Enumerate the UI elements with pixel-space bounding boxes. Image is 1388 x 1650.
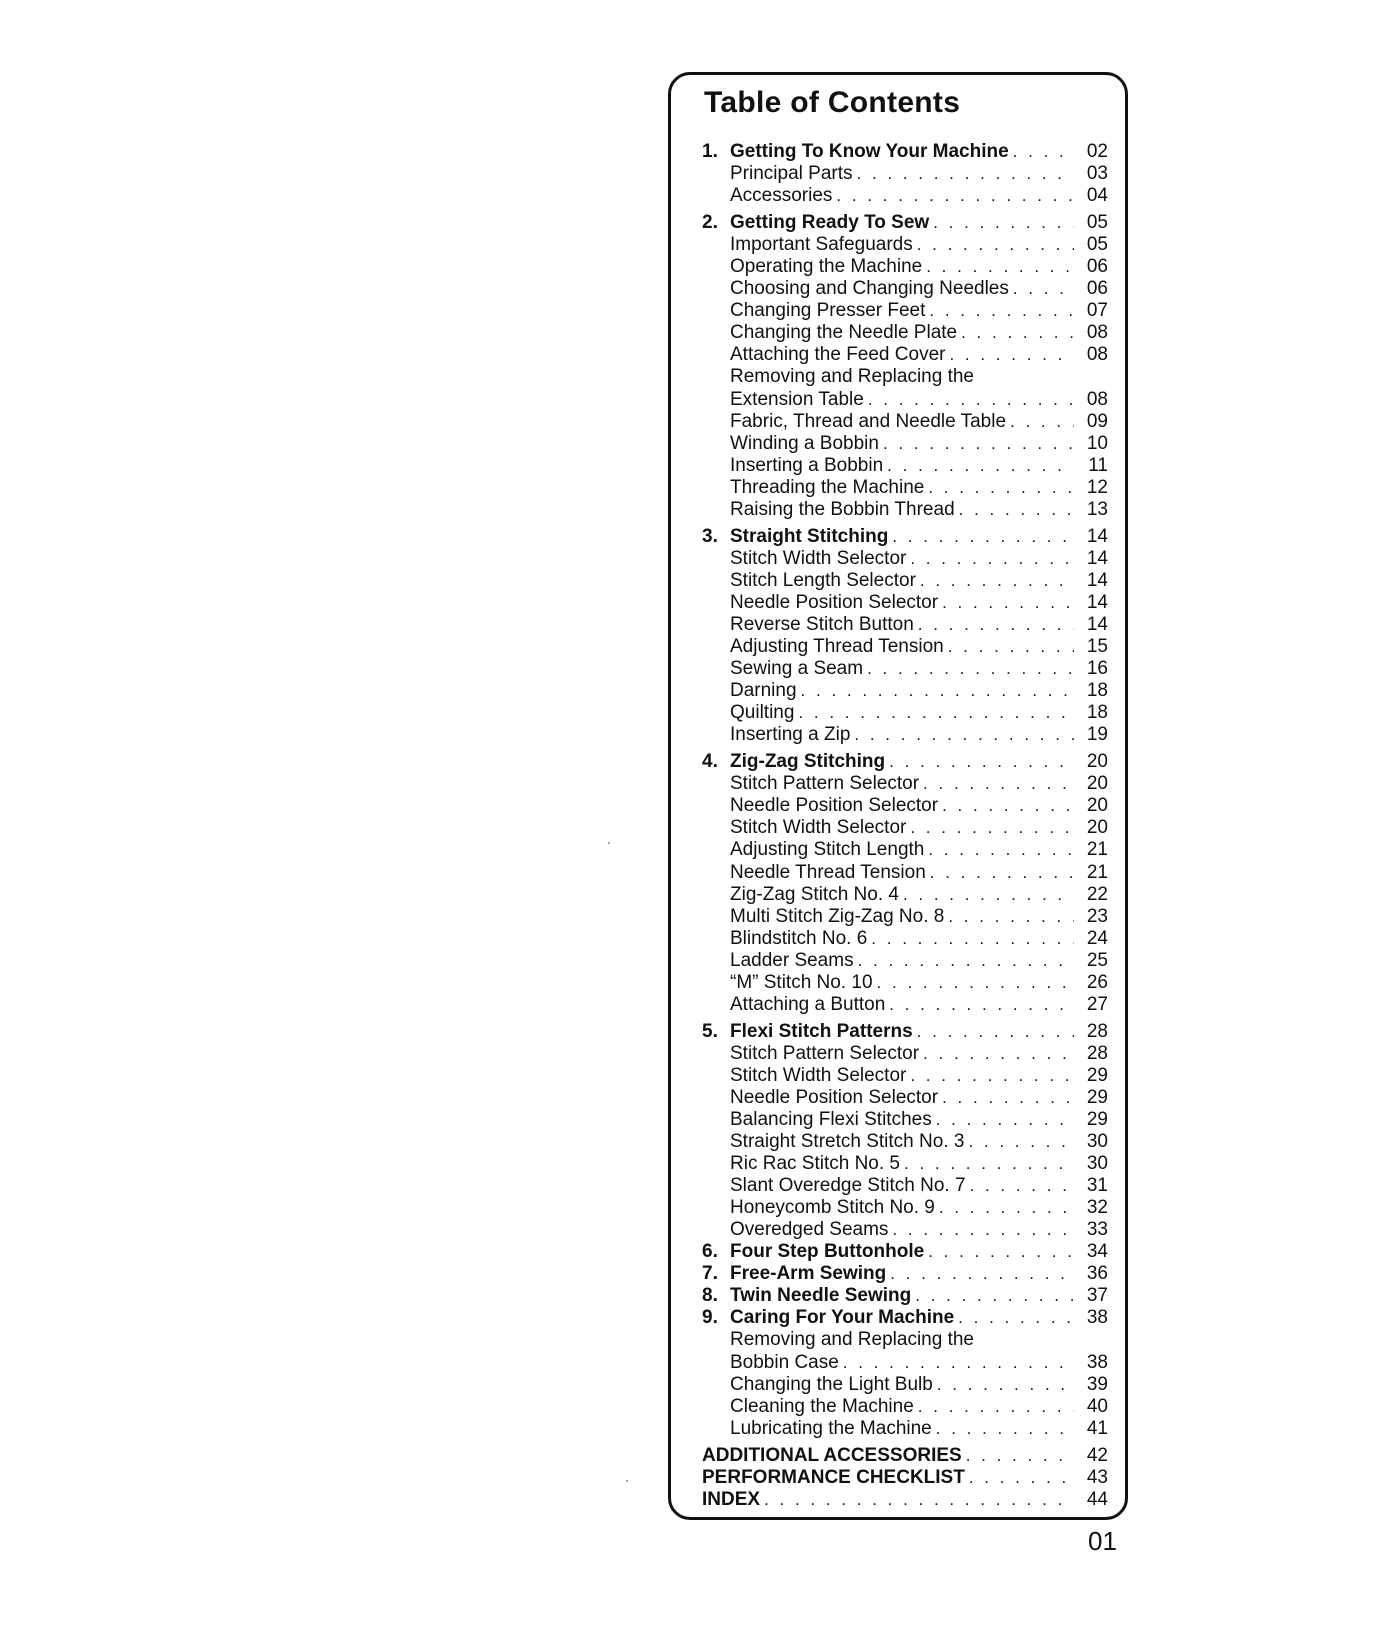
toc-entry-label: Flexi Stitch Patterns [730, 1020, 913, 1042]
toc-entry-page: 08 [1086, 322, 1108, 344]
page-title: Table of Contents [704, 86, 961, 119]
toc-entry-page: 02 [1086, 141, 1108, 162]
toc-chapter-entry [702, 1021, 1108, 1043]
dot-leader [883, 433, 1074, 455]
toc-entry-page: 22 [1086, 883, 1108, 905]
toc-entry-label: Twin Needle Sewing [730, 1285, 912, 1307]
toc-entry-label: Needle Position Selector [730, 1086, 939, 1108]
toc-entry-page: 33 [1086, 1219, 1108, 1241]
dot-leader [942, 592, 1074, 614]
toc-entry-page: 14 [1086, 569, 1108, 591]
dot-leader [926, 256, 1074, 278]
toc-chapter-entry [702, 1241, 1108, 1263]
dot-leader [868, 389, 1074, 411]
toc-entry-label: Honeycomb Stitch No. 9 [730, 1197, 935, 1219]
toc-entry-label: ADDITIONAL ACCESSORIES [702, 1444, 962, 1466]
toc-entry-page: 25 [1086, 949, 1108, 971]
toc-entry-page: 28 [1086, 1020, 1108, 1042]
toc-subentry [702, 477, 1108, 499]
toc-entry-number: 3. [702, 525, 718, 547]
toc-subentry [702, 906, 1108, 928]
toc-entry-page: 39 [1086, 1373, 1108, 1395]
toc-subentry [702, 278, 1108, 300]
toc-entry-page: 20 [1086, 795, 1108, 817]
toc-entry-label: Getting Ready To Sew [730, 212, 930, 234]
toc-entry-label: Threading the Machine [730, 476, 925, 498]
toc-entry-page: 08 [1086, 344, 1108, 366]
toc-entry-label: Stitch Length Selector [730, 569, 916, 591]
toc-subentry [702, 1109, 1108, 1131]
dot-leader [928, 477, 1074, 499]
toc-entry-label: Needle Thread Tension [730, 861, 926, 883]
toc-entry-label: Lubricating the Machine [730, 1417, 932, 1439]
toc-subentry [702, 163, 1108, 185]
toc-subentry [702, 972, 1108, 994]
toc-subentry [702, 455, 1108, 477]
toc-entry-label: Reverse Stitch Button [730, 613, 914, 635]
toc-entry-label: Stitch Pattern Selector [730, 1042, 920, 1064]
toc-subentry [702, 1219, 1108, 1241]
toc-subentry [702, 928, 1108, 950]
dot-leader [1010, 411, 1074, 433]
toc-entry-label: Bobbin Case [730, 1351, 839, 1373]
toc-entry-number: 5. [702, 1020, 718, 1042]
toc-entry-page: 14 [1086, 525, 1108, 547]
dot-leader [949, 344, 1074, 366]
dot-leader [917, 1021, 1074, 1043]
toc-subentry [702, 658, 1108, 680]
dot-leader [928, 839, 1074, 861]
dot-leader [910, 1065, 1074, 1087]
dot-leader [936, 1418, 1074, 1440]
dot-leader [892, 1219, 1074, 1241]
dot-leader [910, 548, 1074, 570]
toc-entry-label: Changing Presser Feet [730, 300, 926, 322]
toc-entry-label: Principal Parts [730, 163, 853, 185]
toc-entry-page: 36 [1086, 1263, 1108, 1285]
toc-subentry [702, 1175, 1108, 1197]
toc-entry-number: 1. [702, 141, 718, 162]
toc-subentry [702, 499, 1108, 521]
toc-entry-page: 11 [1088, 454, 1108, 476]
toc-entry-number: 8. [702, 1285, 718, 1307]
toc-subentry [702, 614, 1108, 636]
toc-entry-label: Operating the Machine [730, 256, 923, 278]
toc-entry-label: Balancing Flexi Stitches [730, 1109, 932, 1131]
dot-leader [970, 1175, 1074, 1197]
toc-entry-label: Stitch Width Selector [730, 1064, 907, 1086]
dot-leader [1013, 278, 1074, 300]
toc-entry-label: Zig-Zag Stitch No. 4 [730, 883, 899, 905]
dot-leader [928, 1241, 1074, 1263]
toc-entry-page: 40 [1086, 1395, 1108, 1417]
toc-subentry [702, 256, 1108, 278]
toc-entry-page: 20 [1086, 773, 1108, 795]
toc-entry-label: Stitch Pattern Selector [730, 773, 920, 795]
toc-entry-page: 34 [1086, 1241, 1108, 1263]
toc-subentry [702, 773, 1108, 795]
toc-subentry [702, 411, 1108, 433]
toc-entry-number: 6. [702, 1241, 718, 1263]
toc-subentry [702, 548, 1108, 570]
dot-leader [836, 185, 1074, 207]
dot-leader [966, 1445, 1074, 1467]
dot-leader [918, 614, 1074, 636]
toc-entry-label: Adjusting Thread Tension [730, 636, 944, 658]
toc-chapter-entry [702, 212, 1108, 234]
toc-subentry [702, 1418, 1108, 1440]
toc-entry-label: Winding a Bobbin [730, 432, 879, 454]
dot-leader [1013, 141, 1074, 163]
dot-leader [890, 1263, 1074, 1285]
dot-leader [857, 163, 1075, 185]
toc-subentry [702, 433, 1108, 455]
toc-entry-page: 09 [1086, 410, 1108, 432]
dot-leader [929, 300, 1074, 322]
toc-entry-label: Free-Arm Sewing [730, 1263, 887, 1285]
toc-entry-page: 07 [1086, 300, 1108, 322]
dot-leader [889, 751, 1074, 773]
toc-entry-page: 38 [1086, 1351, 1108, 1373]
toc-entry-page: 43 [1086, 1466, 1108, 1488]
dot-leader [877, 972, 1074, 994]
scan-speck [608, 842, 610, 844]
toc-subentry [702, 366, 1108, 388]
dot-leader [871, 928, 1074, 950]
toc-entry-page: 28 [1086, 1042, 1108, 1064]
toc-entry-page: 10 [1086, 432, 1108, 454]
dot-leader [903, 884, 1074, 906]
dot-leader [858, 950, 1074, 972]
toc-entry-page: 18 [1086, 680, 1108, 702]
toc-entry-number: 4. [702, 751, 718, 773]
dot-leader [801, 680, 1074, 702]
toc-entry-label: Inserting a Zip [730, 724, 851, 746]
toc-entry-label: Zig-Zag Stitching [730, 751, 886, 773]
toc-subentry [702, 1153, 1108, 1175]
toc-chapter-entry [702, 526, 1108, 548]
toc-subentry [702, 1352, 1108, 1374]
dot-leader [959, 499, 1074, 521]
dot-leader [936, 1109, 1074, 1131]
toc-entry-label: PERFORMANCE CHECKLIST [702, 1466, 965, 1488]
dot-leader [917, 234, 1074, 256]
toc-chapter-entry [702, 751, 1108, 773]
toc-entry-label: INDEX [702, 1488, 761, 1510]
dot-leader [889, 994, 1074, 1016]
toc-entry-label: Removing and Replacing the [730, 1329, 974, 1351]
dot-leader [923, 773, 1074, 795]
dot-leader [942, 1087, 1074, 1109]
toc-chapter-entry [702, 1489, 1108, 1511]
toc-entry-label: Inserting a Bobbin [730, 454, 884, 476]
toc-entry-page: 05 [1086, 234, 1108, 256]
toc-subentry [702, 680, 1108, 702]
toc-entry-label: Blindstitch No. 6 [730, 927, 868, 949]
toc-subentry [702, 950, 1108, 972]
scan-speck [626, 1480, 628, 1482]
toc-entry-page: 29 [1086, 1064, 1108, 1086]
toc-subentry [702, 884, 1108, 906]
toc-entry-label: Extension Table [730, 388, 864, 410]
toc-subentry [702, 724, 1108, 746]
toc-subentry [702, 344, 1108, 366]
dot-leader [764, 1489, 1074, 1511]
toc-entry-label: Slant Overedge Stitch No. 7 [730, 1175, 966, 1197]
toc-entry-label: Cleaning the Machine [730, 1395, 914, 1417]
toc-entry-page: 03 [1086, 163, 1108, 185]
toc-chapter-entry [702, 1445, 1108, 1467]
toc-entry-page: 18 [1086, 702, 1108, 724]
dot-leader [958, 1307, 1074, 1329]
toc-entry-label: Stitch Width Selector [730, 547, 907, 569]
toc-entry-page: 15 [1086, 636, 1108, 658]
dot-leader [933, 212, 1074, 234]
dot-leader [942, 795, 1074, 817]
toc-entry-page: 21 [1086, 861, 1108, 883]
toc-entry-label: Fabric, Thread and Needle Table [730, 410, 1007, 432]
toc-entry-label: Attaching a Button [730, 993, 886, 1015]
toc-entry-number: 9. [702, 1307, 718, 1329]
toc-entry-label: Multi Stitch Zig-Zag No. 8 [730, 905, 945, 927]
toc-subentry [702, 300, 1108, 322]
toc-entry-label: Straight Stitching [730, 525, 889, 547]
toc-entry-label: Accessories [730, 185, 833, 207]
dot-leader [892, 526, 1074, 548]
dot-leader [843, 1352, 1074, 1374]
toc-entry-page: 23 [1086, 905, 1108, 927]
toc-entry-page: 04 [1086, 185, 1108, 207]
toc-entry-page: 06 [1086, 278, 1108, 300]
toc-subentry [702, 1396, 1108, 1418]
toc-subentry [702, 1131, 1108, 1153]
toc-entry-label: Quilting [730, 702, 795, 724]
toc-entry-number: 7. [702, 1263, 718, 1285]
toc-entry-page: 20 [1086, 751, 1108, 773]
toc-subentry [702, 1197, 1108, 1219]
toc-entry-label: “M” Stitch No. 10 [730, 971, 873, 993]
toc-entry-page: 44 [1086, 1488, 1108, 1510]
toc-entry-label: Attaching the Feed Cover [730, 344, 946, 366]
toc-entry-page: 29 [1086, 1086, 1108, 1108]
toc-entry-label: Raising the Bobbin Thread [730, 498, 955, 520]
dot-leader [948, 636, 1074, 658]
dot-leader [939, 1197, 1074, 1219]
toc-chapter-entry [702, 1263, 1108, 1285]
toc-entry-label: Ladder Seams [730, 949, 854, 971]
toc-entry-label: Needle Position Selector [730, 795, 939, 817]
toc-subentry [702, 322, 1108, 344]
toc-entry-label: Overedged Seams [730, 1219, 889, 1241]
toc-subentry [702, 234, 1108, 256]
toc-subentry [702, 389, 1108, 411]
page-number: 01 [1088, 1526, 1117, 1556]
toc-entry-label: Straight Stretch Stitch No. 3 [730, 1131, 965, 1153]
toc-subentry [702, 1329, 1108, 1351]
toc-entry-page: 21 [1086, 839, 1108, 861]
toc-entry-page: 14 [1086, 547, 1108, 569]
dot-leader [918, 1396, 1074, 1418]
toc-subentry [702, 1065, 1108, 1087]
toc-entry-label: Changing the Light Bulb [730, 1373, 933, 1395]
toc-entry-page: 42 [1086, 1444, 1108, 1466]
toc-entry-page: 31 [1086, 1175, 1108, 1197]
toc-entry-label: Getting To Know Your Machine [730, 141, 1009, 162]
toc-subentry [702, 592, 1108, 614]
toc-entry-label: Stitch Width Selector [730, 817, 907, 839]
toc-subentry [702, 570, 1108, 592]
toc-subentry [702, 1087, 1108, 1109]
dot-leader [854, 724, 1074, 746]
dot-leader [923, 1043, 1074, 1065]
dot-leader [937, 1374, 1074, 1396]
toc-chapter-entry [702, 1285, 1108, 1307]
toc-subentry [702, 185, 1108, 207]
toc-chapter-entry [702, 141, 1108, 163]
dot-leader [968, 1131, 1074, 1153]
toc-entry-page: 41 [1086, 1417, 1108, 1439]
toc-entry-label: Ric Rac Stitch No. 5 [730, 1153, 900, 1175]
toc-entry-page: 38 [1086, 1307, 1108, 1329]
dot-leader [930, 862, 1074, 884]
toc-entry-label: Darning [730, 680, 797, 702]
toc-entry-label: Removing and Replacing the [730, 366, 974, 388]
toc-entry-page: 13 [1086, 498, 1108, 520]
toc-subentry [702, 817, 1108, 839]
toc-entry-page: 14 [1086, 613, 1108, 635]
dot-leader [920, 570, 1074, 592]
toc-subentry [702, 702, 1108, 724]
dot-leader [904, 1153, 1074, 1175]
toc-chapter-entry [702, 1307, 1108, 1329]
toc-entry-label: Changing the Needle Plate [730, 322, 958, 344]
toc-chapter-entry [702, 1467, 1108, 1489]
toc-entry-page: 20 [1086, 817, 1108, 839]
toc-entry-page: 32 [1086, 1197, 1108, 1219]
toc-entry-label: Choosing and Changing Needles [730, 278, 1009, 300]
toc-entry-label: Adjusting Stitch Length [730, 839, 925, 861]
toc-entry-page: 05 [1086, 212, 1108, 234]
toc-entry-page: 08 [1086, 388, 1108, 410]
dot-leader [867, 658, 1074, 680]
toc-entry-page: 16 [1086, 658, 1108, 680]
toc-entry-page: 24 [1086, 927, 1108, 949]
dot-leader [887, 455, 1074, 477]
dot-leader [910, 817, 1074, 839]
toc-entry-label: Sewing a Seam [730, 658, 864, 680]
dot-leader [948, 906, 1074, 928]
toc-entry-page: 37 [1086, 1285, 1108, 1307]
toc-entry-label: Needle Position Selector [730, 591, 939, 613]
toc-entry-page: 12 [1086, 476, 1108, 498]
toc-subentry [702, 636, 1108, 658]
toc-entry-label: Four Step Buttonhole [730, 1241, 925, 1263]
dot-leader [798, 702, 1074, 724]
toc-subentry [702, 839, 1108, 861]
toc-entry-page: 19 [1086, 724, 1108, 746]
toc-subentry [702, 795, 1108, 817]
toc-entry-page: 30 [1086, 1131, 1108, 1153]
toc-subentry [702, 994, 1108, 1016]
toc-entry-number: 2. [702, 212, 718, 234]
toc-subentry [702, 862, 1108, 884]
dot-leader [969, 1467, 1074, 1489]
toc-entry-page: 27 [1086, 993, 1108, 1015]
toc-list [702, 141, 1108, 1511]
toc-entry-label: Important Safeguards [730, 234, 913, 256]
toc-entry-page: 29 [1086, 1109, 1108, 1131]
toc-entry-page: 14 [1086, 591, 1108, 613]
toc-subentry [702, 1374, 1108, 1396]
toc-entry-page: 26 [1086, 971, 1108, 993]
toc-entry-page: 30 [1086, 1153, 1108, 1175]
dot-leader [915, 1285, 1074, 1307]
toc-subentry [702, 1043, 1108, 1065]
dot-leader [961, 322, 1074, 344]
toc-entry-page: 06 [1086, 256, 1108, 278]
toc-entry-label: Caring For Your Machine [730, 1307, 955, 1329]
